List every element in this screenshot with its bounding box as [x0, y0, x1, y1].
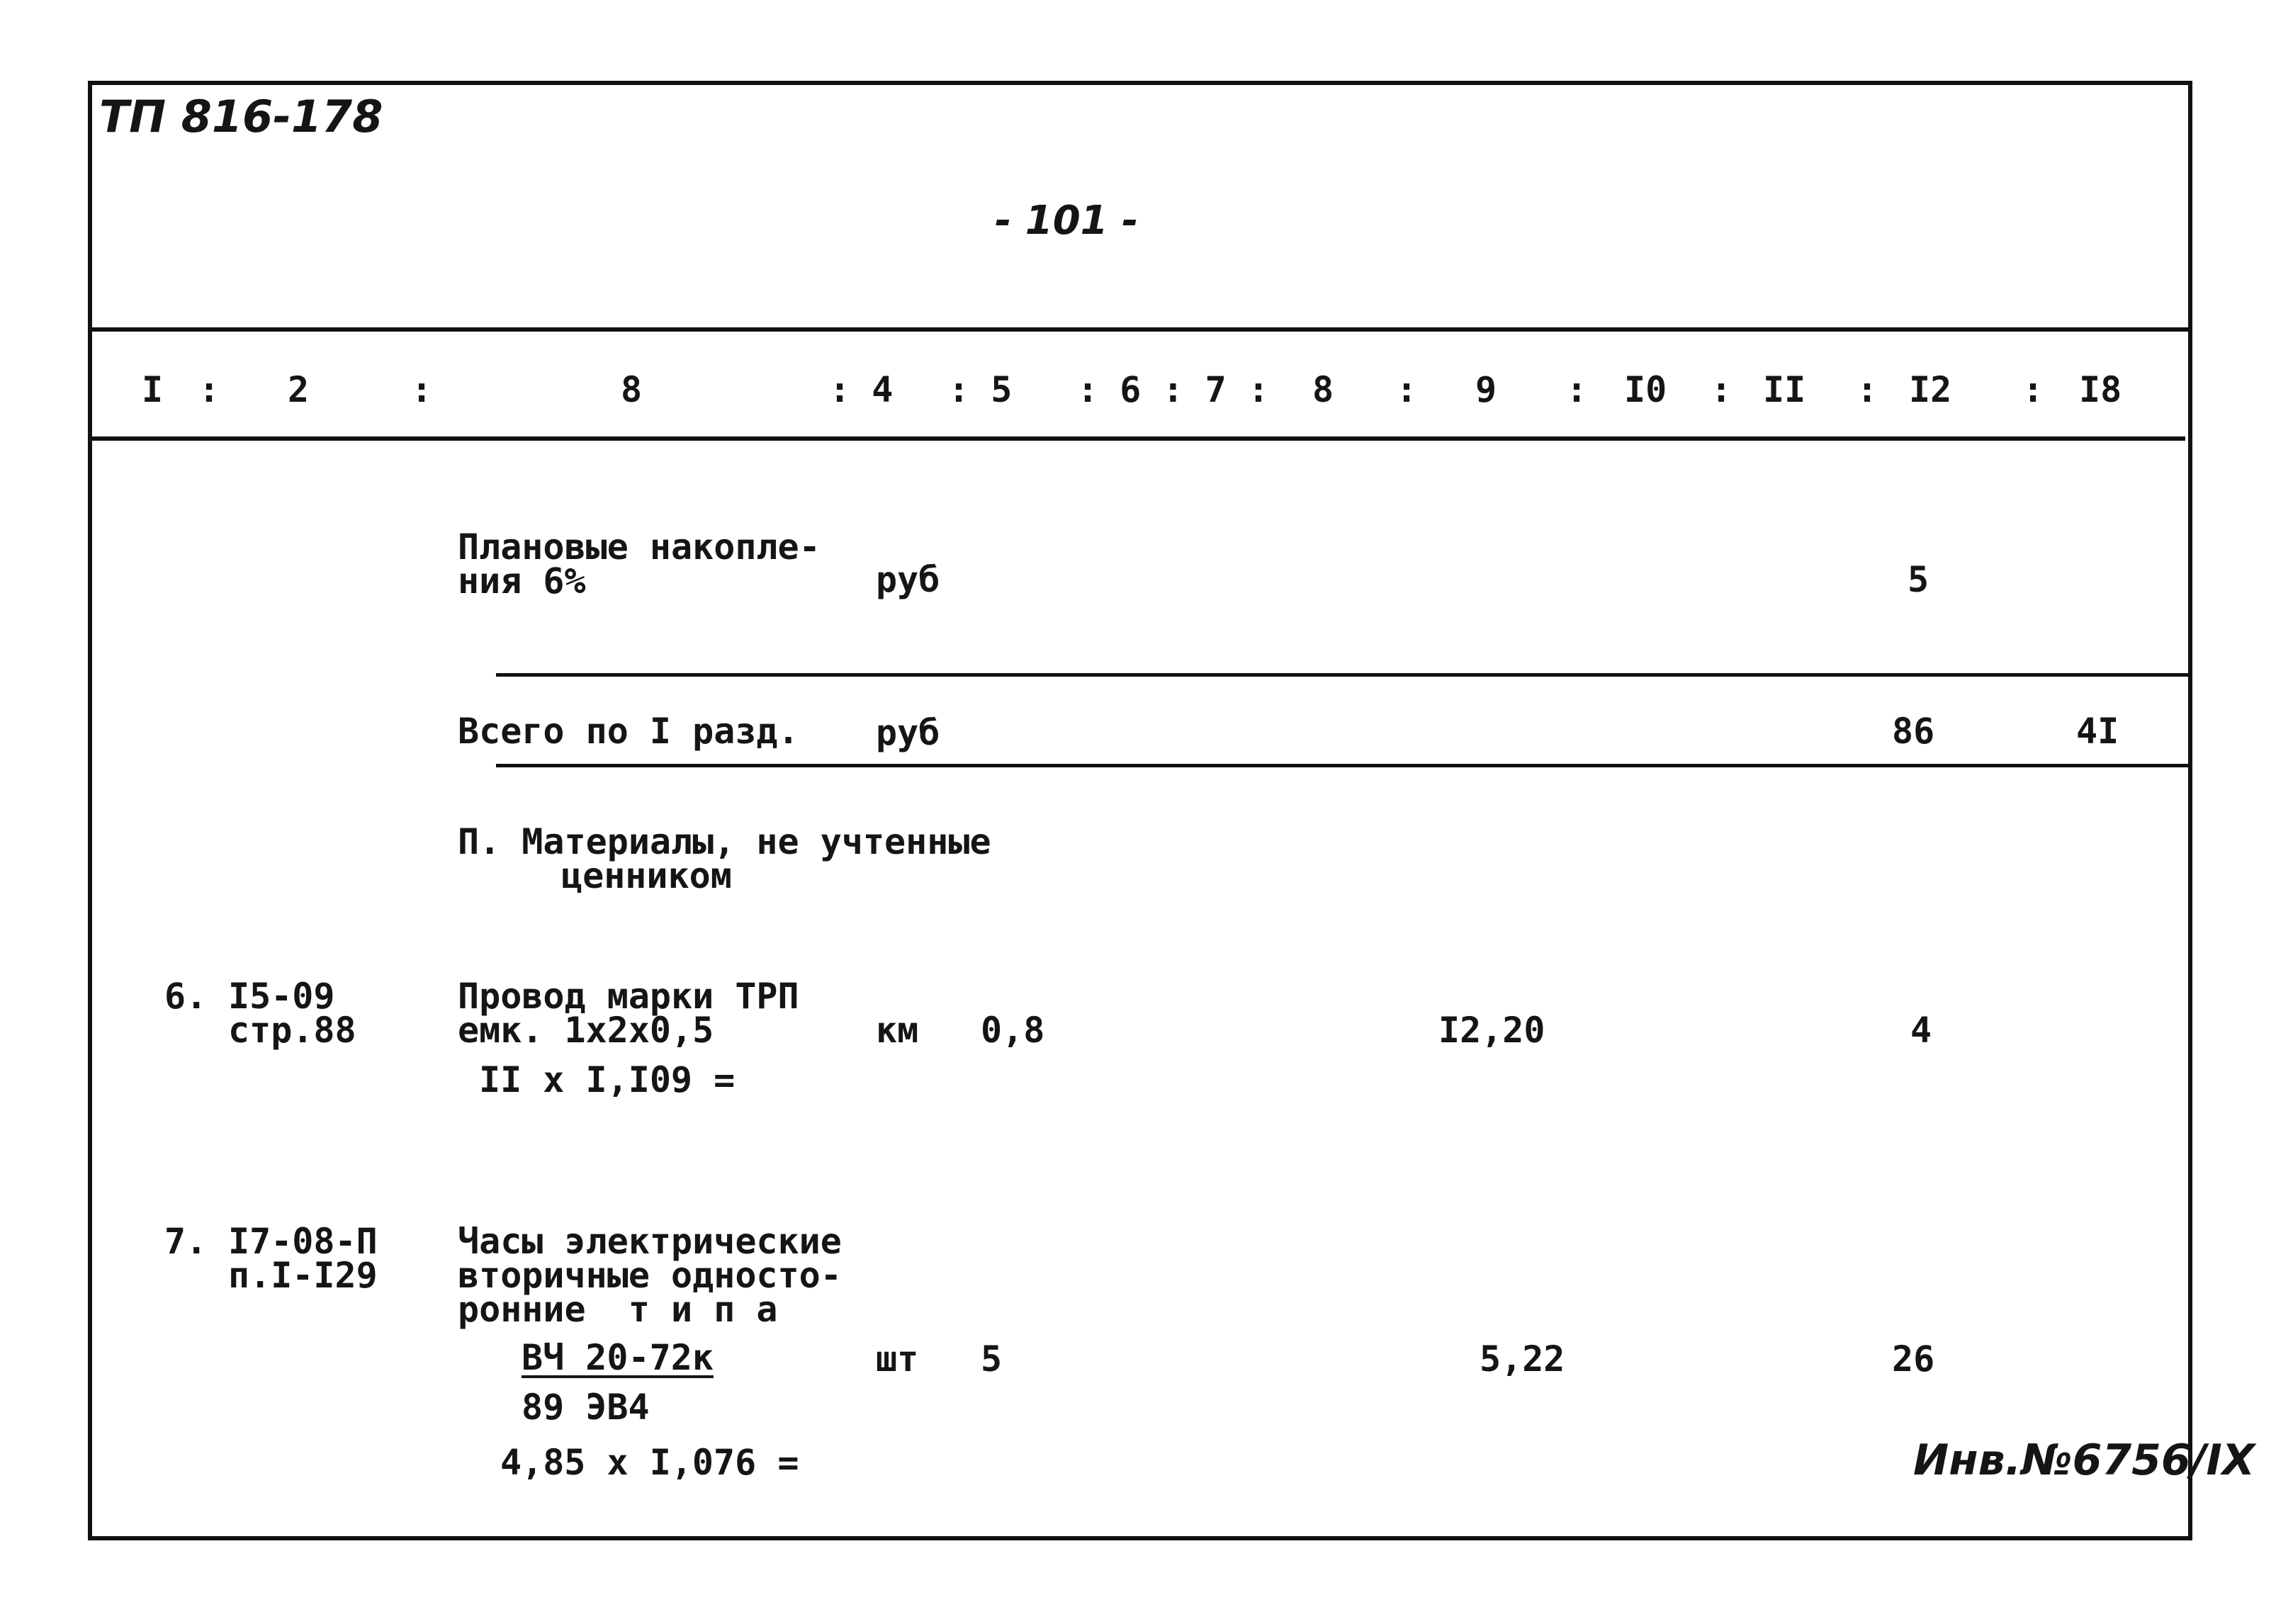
column-separator: : — [198, 369, 220, 410]
column-separator: : — [2022, 369, 2044, 410]
column-number: 9 — [1475, 369, 1497, 410]
column-number: 8 — [621, 369, 643, 410]
column-separator: : — [1396, 369, 1418, 410]
column-number: I8 — [2079, 369, 2122, 410]
row-total-col12: 86 — [1892, 711, 1935, 752]
item6-quantity: 0,8 — [981, 1010, 1045, 1051]
row-planned-name-line1: Плановые накопле- — [458, 526, 821, 568]
subtotal-rule-bottom — [496, 764, 2192, 767]
page-frame — [88, 81, 2192, 1540]
item6-reference-line2: стр.88 — [228, 1010, 356, 1051]
subtotal-rule-top — [496, 673, 2192, 677]
column-number: : 5 — [948, 369, 1013, 410]
item7-name-line1: Часы электрические — [458, 1221, 842, 1262]
item7-model: ВЧ 20-72к — [522, 1337, 714, 1378]
item7-reference-line2: п.I-I29 — [228, 1255, 378, 1296]
item7-calculation: 4,85 х I,076 = — [500, 1442, 799, 1483]
section-title-line2: ценником — [561, 855, 732, 896]
column-number: 8 — [1312, 369, 1334, 410]
inventory-number: Инв.№6756/IX — [1913, 1436, 2255, 1485]
column-separator: : — [411, 369, 433, 410]
item6-unit: км — [876, 1010, 919, 1051]
item7-reference-line1: I7-08-П — [228, 1221, 378, 1262]
item6-name-line2: емк. 1х2х0,5 — [458, 1010, 714, 1051]
column-number-header — [88, 360, 2192, 424]
column-separator: : — [1857, 369, 1878, 410]
item7-unit: шт — [876, 1338, 919, 1380]
item6-name-line1: Провод марки ТРП — [458, 976, 799, 1017]
item7-name-line3: ронние т и п а — [458, 1289, 778, 1330]
column-separator: : — [1711, 369, 1733, 410]
column-number: : 4 — [829, 369, 894, 410]
item7-col12: 26 — [1892, 1338, 1935, 1380]
item6-number: 6. — [164, 976, 208, 1017]
item6-reference-line1: I5-09 — [228, 976, 335, 1017]
column-number: : 6 : 7 : — [1077, 369, 1269, 410]
item7-number: 7. — [164, 1221, 208, 1262]
item6-col12: 4 — [1910, 1010, 1932, 1051]
column-header-divider — [88, 436, 2185, 441]
row-total-name: Всего по I разд. — [458, 711, 799, 752]
page-number: - 101 - — [995, 198, 1139, 244]
item7-price: 5,22 — [1480, 1338, 1565, 1380]
item7-name-line2: вторичные односто- — [458, 1255, 842, 1296]
item7-quantity: 5 — [981, 1338, 1003, 1380]
column-number: II — [1763, 369, 1806, 410]
column-separator: : — [1566, 369, 1588, 410]
column-number: I0 — [1624, 369, 1667, 410]
item7-model-code: 89 ЭВ4 — [522, 1387, 650, 1428]
header-divider — [88, 327, 2192, 332]
item6-price: I2,20 — [1438, 1010, 1545, 1051]
document-code: ТП 816-178 — [99, 91, 383, 142]
row-total-unit: руб — [876, 712, 940, 753]
row-total-col13: 4I — [2076, 711, 2119, 752]
column-number: I2 — [1909, 369, 1952, 410]
row-planned-col12: 5 — [1908, 559, 1929, 600]
column-number: I — [142, 369, 164, 410]
column-number: 2 — [288, 369, 310, 410]
row-planned-unit: руб — [876, 559, 940, 600]
section-title-line1: П. Материалы, не учтенные — [458, 821, 991, 862]
row-planned-name-line2: ния 6% — [458, 560, 586, 602]
item6-calculation: II х I,I09 = — [479, 1059, 736, 1100]
